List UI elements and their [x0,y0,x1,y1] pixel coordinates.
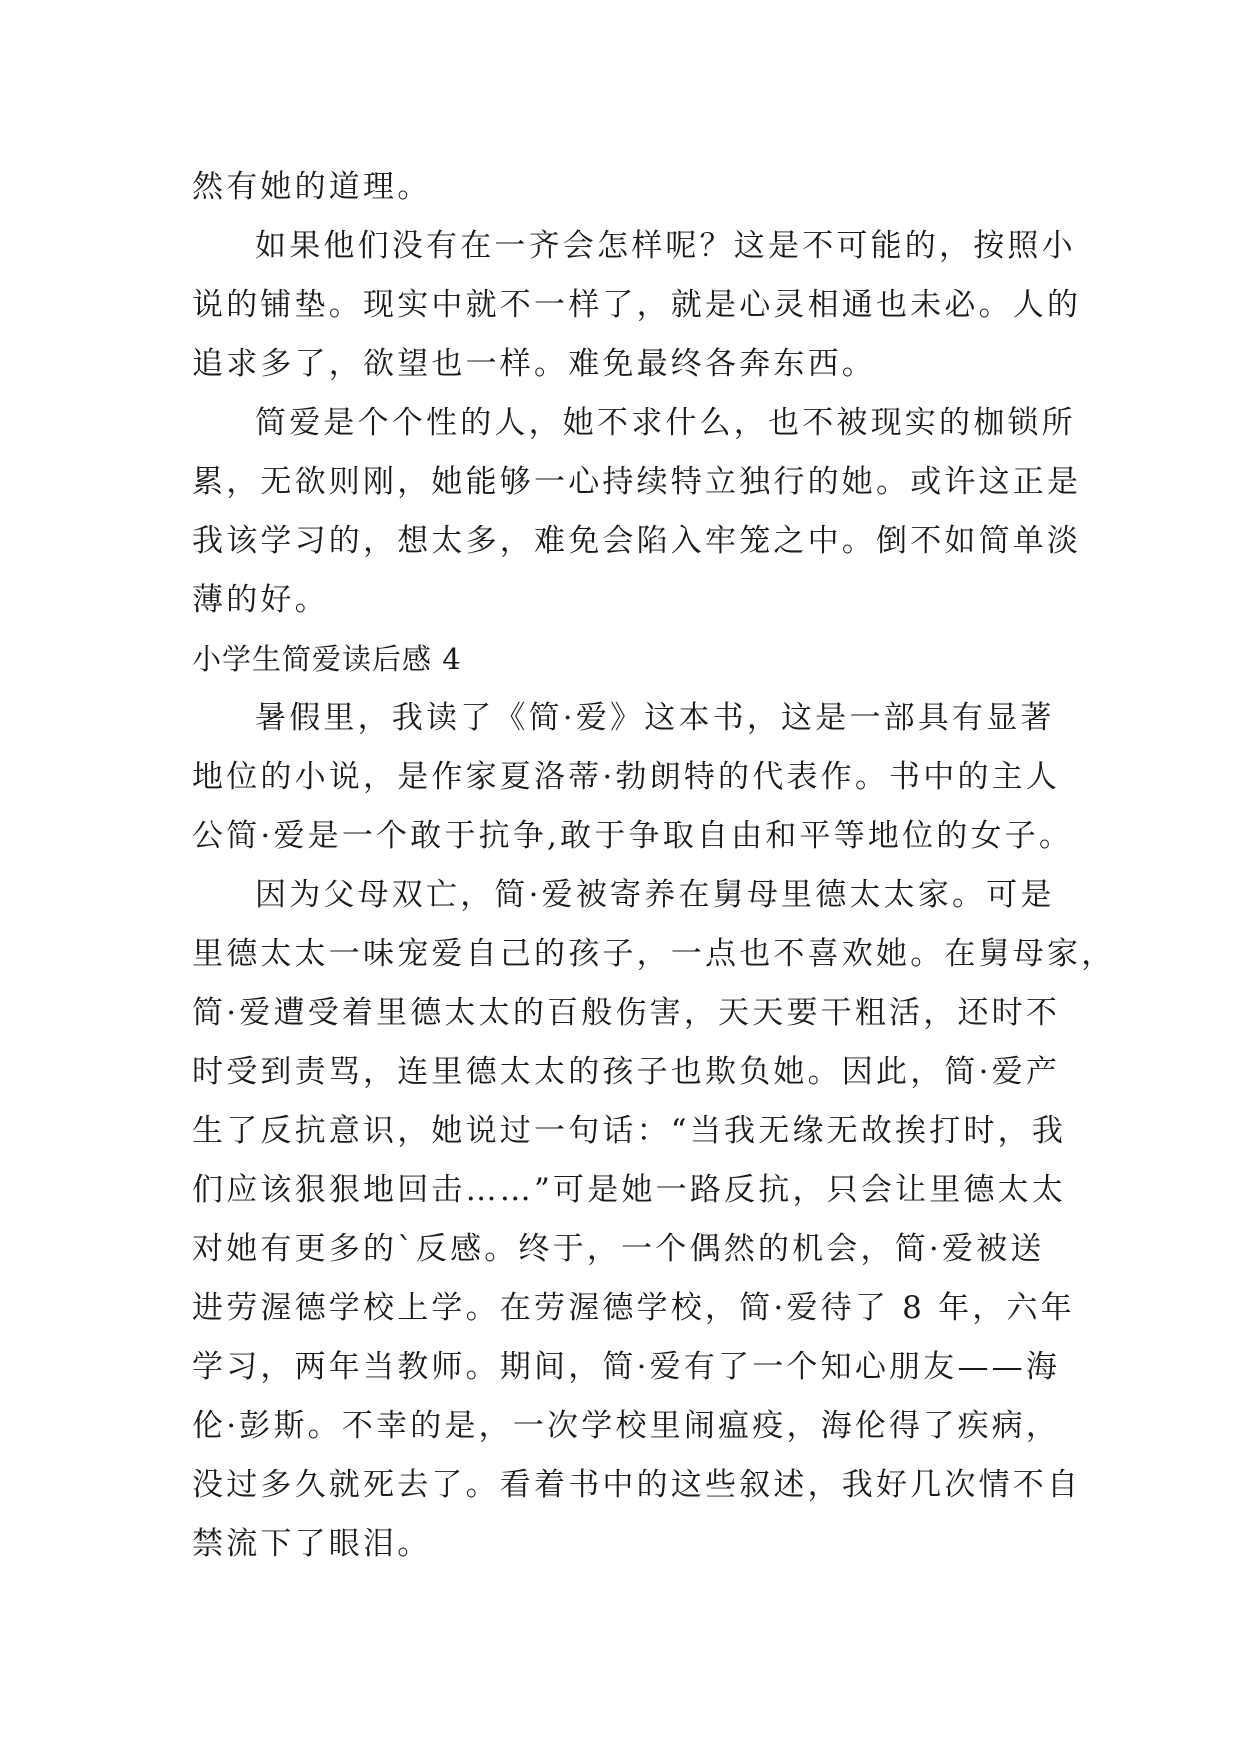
text-line: 伦·彭斯。不幸的是，一次学校里闹瘟疫，海伦得了疾病， [192,1408,1061,1444]
text-line: 们应该狠狠地回击……”可是她一路反抗，只会让里德太太 [192,1172,1067,1208]
text-line: 追求多了，欲望也一样。难免最终各奔东西。 [192,346,876,382]
section-heading [192,630,1052,689]
text-line: 禁流下了眼泪。 [192,1526,432,1562]
paragraph [192,394,1082,630]
text-line: 然有她的道理。 [192,169,432,205]
text-line: 简爱是个个性的人，她不求什么，也不被现实的枷锁所 [255,405,1076,441]
text-line: 我该学习的，想太多，难免会陷入牢笼之中。倒不如简单淡 [192,523,1082,559]
text-line: 生了反抗意识，她说过一句话：“当我无缘无故挨打时，我 [192,1113,1067,1149]
text-line: 累，无欲则刚，她能够一心持续特立独行的她。或许这正是 [192,464,1082,500]
text-line: 薄的好。 [192,582,329,618]
paragraph [192,158,1052,217]
text-line: 对她有更多的`反感。终于，一个偶然的机会，简·爱被送 [192,1231,1045,1267]
paragraph [192,689,1074,866]
text-line: 里德太太一味宠爱自己的孩子，一点也不喜欢她。在舅母家， [192,936,1116,972]
document-body [192,158,1116,1574]
text-line: 说的铺垫。现实中就不一样了，就是心灵相通也未必。人的 [192,287,1082,323]
text-line: 地位的小说，是作家夏洛蒂·勃朗特的代表作。书中的主人 [192,759,1061,795]
text-line: 学习，两年当教师。期间，简·爱有了一个知心朋友——海 [192,1349,1061,1385]
text-line: 没过多久就死去了。看着书中的这些叙述，我好几次情不自 [192,1467,1082,1503]
text-line: 时受到责骂，连里德太太的孩子也欺负她。因此，简·爱产 [192,1054,1061,1090]
paragraph [192,866,1116,1574]
text-line: 简·爱遭受着里德太太的百般伤害，天天要干粗活，还时不 [192,995,1061,1031]
paragraph [192,217,1082,394]
text-line: 公简·爱是一个敢于抗争,敢于争取自由和平等地位的女子。 [192,818,1074,854]
text-line: 暑假里，我读了《简·爱》这本书，这是一部具有显著 [255,700,1055,736]
text-line: 因为父母双亡，简·爱被寄养在舅母里德太太家。可是 [255,877,1055,913]
heading-text: 小学生简爱读后感 4 [192,642,462,676]
text-line: 进劳渥德学校上学。在劳渥德学校，简·爱待了 8 年，六年 [192,1290,1075,1326]
text-line: 如果他们没有在一齐会怎样呢？这是不可能的，按照小 [255,228,1076,264]
